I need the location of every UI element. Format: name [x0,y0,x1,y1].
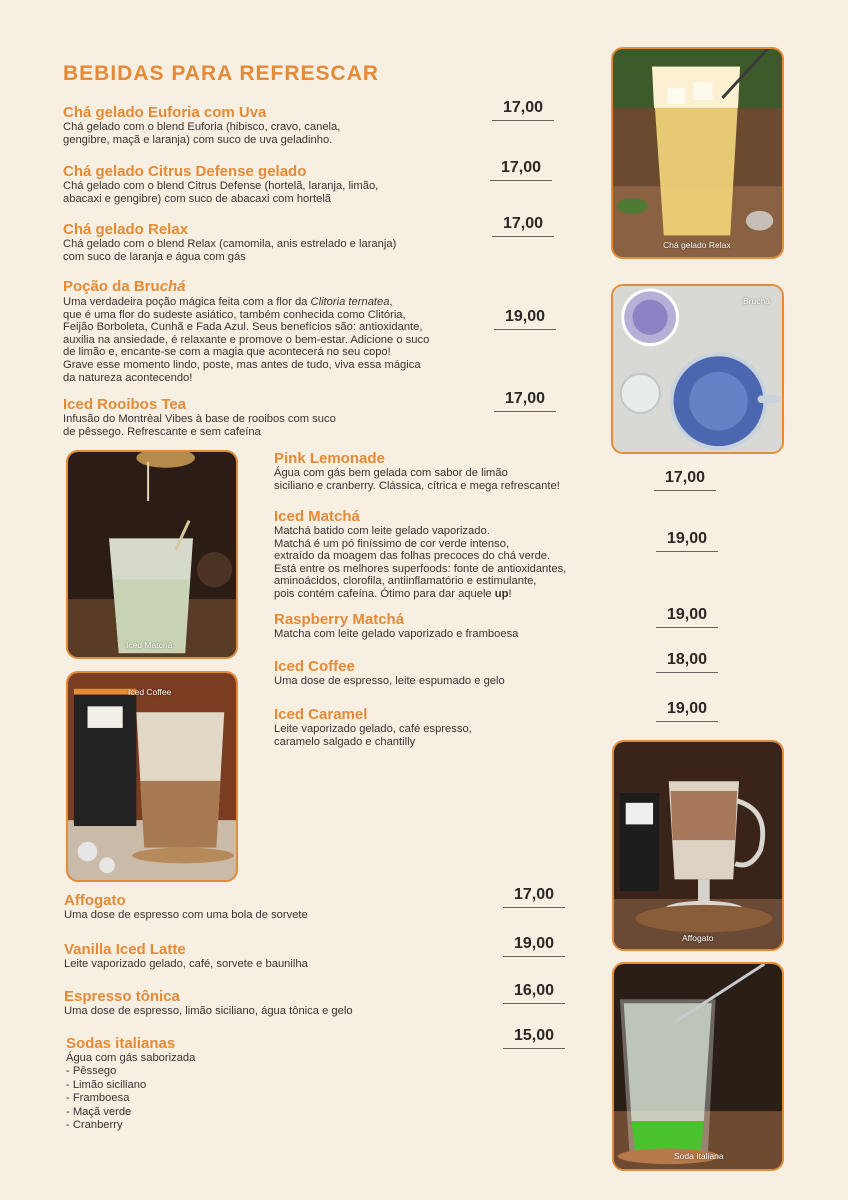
item-description: Infusão do Montrèal Vibes à base de rooibos com suco de pêssego. Refrescante e sem cafeína [63,413,336,438]
photo-cha-gelado-relax [611,47,784,259]
item-price: 17,00 [490,159,552,181]
item-description: Uma verdadeira poção mágica feita com a flor da Clitoria ternatea, que é uma flor do sudeste asiático, também conhecida como Clitória, Feijão Borboleta, Cunhã e Fada Azul. Seus benefícios são: antioxidante, auxilia na ansiedade, é relaxante e promove o bem-estar. Adicione o suco de limão e, encante-se com a magia que acontecerá no seu copo! Grave esse momento lindo, poste, mas antes de tudo, viva essa mágica da natureza acontecendo! [63,296,430,384]
item-name: Iced Coffee [274,658,355,675]
photo-caption: Iced Coffee [128,687,172,697]
item-name: Iced Matchá [274,508,360,525]
photo-affogato [612,740,784,951]
item-description: Leite vaporizado gelado, café espresso, caramelo salgado e chantilly [274,723,472,748]
item-price: 17,00 [492,99,554,121]
item-name: Espresso tônica [64,988,180,1005]
item-description: Leite vaporizado gelado, café, sorvete e baunilha [64,958,308,970]
item-description: Chá gelado com o blend Euforia (hibisco, cravo, canela, gengibre, maçã e laranja) com suco de uva geladinho. [63,121,341,146]
item-price: 15,00 [503,1027,565,1049]
item-price: 19,00 [656,606,718,628]
item-name: Pink Lemonade [274,450,385,467]
photo-caption: Soda Italiana [674,1151,724,1161]
item-price: 17,00 [492,215,554,237]
section-title: BEBIDAS PARA REFRESCAR [63,62,380,85]
item-description: Chá gelado com o blend Relax (camomila, anis estrelado e laranja) com suco de laranja e água com gás [63,238,397,263]
item-description: Matchá batido com leite gelado vaporizado. Matchá é um pó finíssimo de cor verde intenso, extraído da moagem das folhas precoces do chá verde. Está entre os melhores superfoods: fonte de antioxidantes, aminoácidos, clorofila, antiinflamatório e estimulante, pois contém cafeína. Ótimo para dar aquele up! [274,525,567,600]
item-description: Uma dose de espresso, leite espumado e gelo [274,675,505,687]
item-name: Chá gelado Relax [63,221,189,238]
item-name: Chá gelado Citrus Defense gelado [63,163,307,180]
item-price: 18,00 [656,651,718,673]
item-name: Raspberry Matchá [274,611,405,628]
item-price: 19,00 [494,308,556,330]
item-price: 17,00 [494,390,556,412]
item-description: Água com gás saborizada - Pêssego - Limão siciliano - Framboesa - Maçã verde - Cranberry [66,1052,196,1132]
item-name: Vanilla Iced Latte [64,941,186,958]
item-price: 16,00 [503,982,565,1004]
item-name: Sodas italianas [66,1035,176,1052]
photo-caption: Chá gelado Relax [663,240,731,250]
item-price: 19,00 [503,935,565,957]
item-description: Uma dose de espresso com uma bola de sorvete [64,909,308,921]
item-name: Iced Rooibos Tea [63,396,187,413]
item-price: 17,00 [503,886,565,908]
item-description: Uma dose de espresso, limão siciliano, água tônica e gelo [64,1005,353,1017]
item-price: 19,00 [656,700,718,722]
photo-caption: Bruchá [743,296,770,306]
item-name: Iced Caramel [274,706,368,723]
photo-caption: Iced Matchá [126,640,173,650]
item-description: Água com gás bem gelada com sabor de limão siciliano e cranberry. Clássica, cítrica e mega refrescante! [274,467,560,492]
item-price: 19,00 [656,530,718,552]
photo-iced-matcha [66,450,238,659]
item-name: Affogato [64,892,126,909]
photo-brucha [611,284,784,454]
photo-caption: Affogato [682,933,714,943]
item-name: Chá gelado Euforia com Uva [63,104,267,121]
item-name: Poção da Bruchá [63,278,186,295]
photo-soda-italiana [612,962,784,1171]
photo-iced-coffee [66,671,238,882]
item-description: Matcha com leite gelado vaporizado e framboesa [274,628,519,640]
item-description: Chá gelado com o blend Citrus Defense (hortelã, laranja, limão, abacaxi e gengibre) com suco de abacaxi com hortelã [63,180,379,205]
item-price: 17,00 [654,469,716,491]
